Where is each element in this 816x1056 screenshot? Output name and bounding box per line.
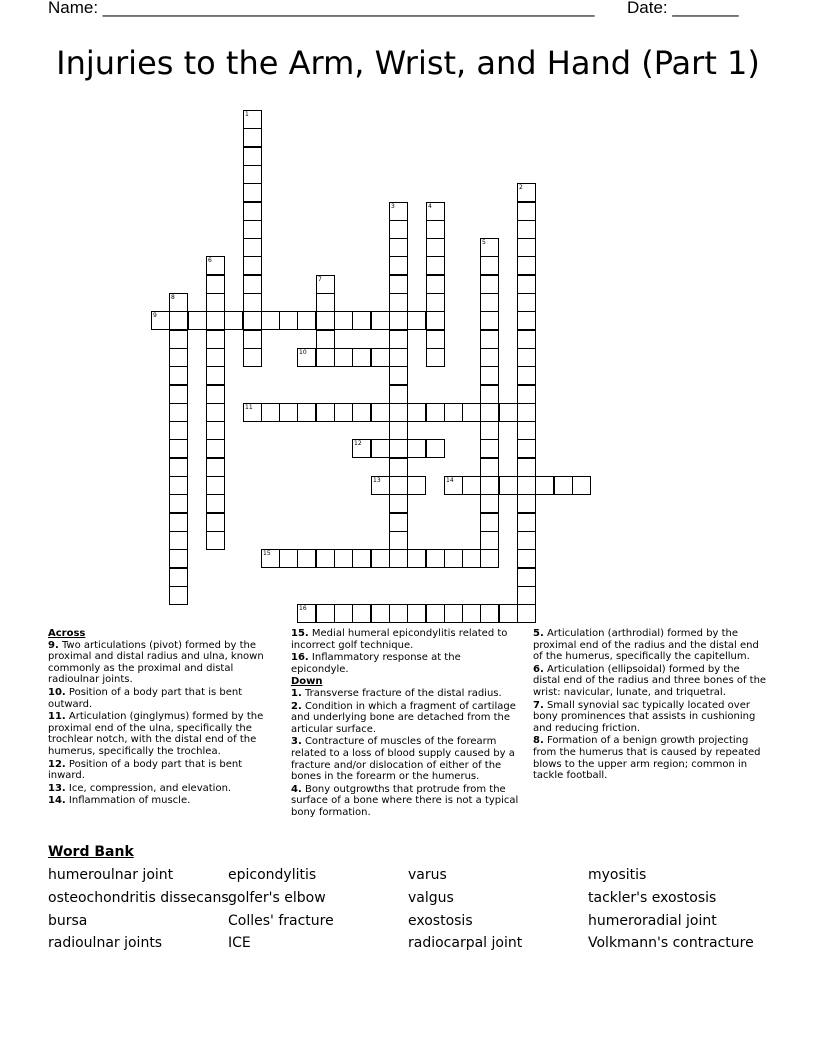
crossword-cell[interactable] <box>243 183 262 202</box>
crossword-cell[interactable] <box>224 311 243 330</box>
crossword-cell[interactable] <box>371 403 390 422</box>
word-bank-item: golfer's elbow <box>228 890 326 906</box>
crossword-cell[interactable] <box>334 604 353 623</box>
crossword-cell[interactable] <box>261 403 280 422</box>
crossword-cell[interactable] <box>334 549 353 568</box>
clue-number: 16 <box>299 605 307 612</box>
crossword-cell[interactable] <box>389 293 408 312</box>
word-bank-item: radiocarpal joint <box>408 935 523 951</box>
crossword-cell[interactable] <box>169 366 188 385</box>
date-field[interactable]: Date: _______ <box>627 0 739 17</box>
clue-number: 2 <box>519 184 523 191</box>
crossword-cell[interactable] <box>426 348 445 367</box>
clue-down-8: 8. Formation of a benign growth projecting from the humerus that is caused by repeated blows to the upper arm region; common in tackle football. <box>533 735 761 782</box>
crossword-cell[interactable] <box>480 366 499 385</box>
crossword-cell[interactable] <box>389 439 408 458</box>
clue-across-10: 10. Position of a body part that is bent outward. <box>48 686 243 710</box>
crossword-cell[interactable] <box>371 348 390 367</box>
crossword-cell[interactable] <box>389 366 408 385</box>
crossword-cell[interactable] <box>297 311 316 330</box>
name-field[interactable]: Name: ____________________________________________________ <box>48 0 595 17</box>
crossword-cell[interactable] <box>334 403 353 422</box>
crossword-cell[interactable] <box>517 330 536 349</box>
crossword-cell[interactable] <box>517 439 536 458</box>
crossword-cell[interactable] <box>243 128 262 147</box>
crossword-cell[interactable] <box>389 458 408 477</box>
crossword-cell[interactable] <box>517 238 536 257</box>
crossword-cell[interactable] <box>389 531 408 550</box>
crossword-cell[interactable] <box>206 439 225 458</box>
crossword-cell[interactable] <box>297 549 316 568</box>
crossword-cell[interactable] <box>462 476 481 495</box>
crossword-cell[interactable] <box>480 458 499 477</box>
clue-down-6: 6. Articulation (ellipsoidal) formed by the distal end of the radius and three bones of the wrist: navicular, lunate, and triquetral. <box>533 663 767 698</box>
crossword-cell[interactable] <box>389 385 408 404</box>
crossword-cell[interactable] <box>316 549 335 568</box>
clue-across-14: 14. Inflammation of muscle. <box>48 795 191 807</box>
crossword-cell[interactable] <box>517 385 536 404</box>
crossword-cell[interactable] <box>243 330 262 349</box>
crossword-cell[interactable] <box>389 476 408 495</box>
crossword-cell[interactable] <box>572 476 591 495</box>
crossword-cell[interactable] <box>206 293 225 312</box>
crossword-cell[interactable] <box>517 586 536 605</box>
crossword-cell[interactable] <box>389 421 408 440</box>
crossword-cell[interactable] <box>480 476 499 495</box>
crossword-cell[interactable] <box>480 311 499 330</box>
word-bank-item: exostosis <box>408 913 473 929</box>
crossword-cell[interactable] <box>169 348 188 367</box>
crossword-cell[interactable] <box>517 421 536 440</box>
crossword-cell[interactable] <box>389 330 408 349</box>
crossword-cell[interactable] <box>517 311 536 330</box>
crossword-cell[interactable] <box>389 275 408 294</box>
clue-across-13: 13. Ice, compression, and elevation. <box>48 782 232 794</box>
crossword-cell[interactable] <box>407 604 426 623</box>
crossword-cell[interactable] <box>206 330 225 349</box>
crossword-cell[interactable] <box>480 348 499 367</box>
crossword-cell[interactable] <box>480 531 499 550</box>
clue-number: 14 <box>446 477 454 484</box>
crossword-cell[interactable] <box>279 549 298 568</box>
crossword-cell[interactable] <box>334 311 353 330</box>
crossword-cell[interactable] <box>517 366 536 385</box>
crossword-cell[interactable] <box>389 549 408 568</box>
crossword-cell[interactable] <box>169 549 188 568</box>
clue-number: 5 <box>482 239 486 246</box>
crossword-cell[interactable] <box>352 311 371 330</box>
crossword-cell[interactable] <box>169 513 188 532</box>
crossword-cell[interactable] <box>169 403 188 422</box>
word-bank-item: tackler's exostosis <box>588 890 717 906</box>
crossword-cell[interactable] <box>389 238 408 257</box>
crossword-cell[interactable] <box>480 385 499 404</box>
word-bank-item: Volkmann's contracture <box>588 935 754 951</box>
crossword-cell[interactable] <box>243 348 262 367</box>
crossword-cell[interactable] <box>517 458 536 477</box>
clue-down-4: 4. Bony outgrowths that protrude from the surface of a bone where there is not a typical bony formation. <box>291 783 519 818</box>
across-heading: Across <box>48 628 86 639</box>
word-bank-item: myositis <box>588 867 647 883</box>
crossword-cell[interactable] <box>517 549 536 568</box>
crossword-cell[interactable] <box>480 494 499 513</box>
crossword-cell[interactable] <box>517 293 536 312</box>
crossword-cell[interactable] <box>243 293 262 312</box>
crossword-cell[interactable] <box>316 330 335 349</box>
crossword-cell[interactable] <box>206 476 225 495</box>
crossword-cell[interactable] <box>206 403 225 422</box>
clue-number: 13 <box>373 477 381 484</box>
crossword-cell[interactable] <box>426 238 445 257</box>
crossword-cell[interactable] <box>480 421 499 440</box>
crossword-cell[interactable] <box>243 220 262 239</box>
crossword-cell[interactable] <box>426 403 445 422</box>
crossword-cell[interactable] <box>169 531 188 550</box>
crossword-cell[interactable] <box>517 531 536 550</box>
clue-number: 15 <box>263 550 271 557</box>
crossword-cell[interactable] <box>407 549 426 568</box>
clue-down-1: 1. Transverse fracture of the distal radius. <box>291 687 502 699</box>
crossword-cell[interactable] <box>243 238 262 257</box>
crossword-cell[interactable] <box>169 439 188 458</box>
crossword-cell[interactable] <box>426 439 445 458</box>
word-bank-title: Word Bank <box>48 844 134 860</box>
crossword-cell[interactable] <box>480 293 499 312</box>
crossword-cell[interactable] <box>352 604 371 623</box>
clue-across-15: 15. Medial humeral epicondylitis related to incorrect golf technique. <box>291 628 508 651</box>
clue-number: 1 <box>245 111 249 118</box>
crossword-cell[interactable] <box>316 311 335 330</box>
crossword-cell[interactable] <box>371 604 390 623</box>
crossword-cell[interactable] <box>407 476 426 495</box>
clue-across-9: 9. Two articulations (pivot) formed by the proximal and distal radius and ulna, known commonly as the proximal and distal radioulnar joints. <box>48 639 264 686</box>
crossword-cell[interactable] <box>371 549 390 568</box>
crossword-cell[interactable] <box>517 604 536 623</box>
crossword-cell[interactable] <box>517 568 536 587</box>
page-title: Injuries to the Arm, Wrist, and Hand (Part 1) <box>56 44 760 82</box>
crossword-cell[interactable] <box>517 256 536 275</box>
crossword-cell[interactable] <box>389 220 408 239</box>
crossword-cell[interactable] <box>426 330 445 349</box>
crossword-cell[interactable] <box>316 348 335 367</box>
crossword-cell[interactable] <box>297 403 316 422</box>
crossword-cell[interactable] <box>480 439 499 458</box>
crossword-cell[interactable] <box>407 403 426 422</box>
crossword-cell[interactable] <box>206 348 225 367</box>
crossword-cell[interactable] <box>243 202 262 221</box>
crossword-cell[interactable] <box>206 513 225 532</box>
clue-down-7: 7. Small synovial sac typically located over bony prominences that assists in cushioning and reducing friction. <box>533 699 756 734</box>
crossword-cell[interactable] <box>316 604 335 623</box>
crossword-cell[interactable] <box>517 513 536 532</box>
crossword-cell[interactable] <box>426 549 445 568</box>
crossword-cell[interactable] <box>389 494 408 513</box>
crossword-cell[interactable] <box>517 403 536 422</box>
crossword-cell[interactable] <box>316 403 335 422</box>
crossword-cell[interactable] <box>243 147 262 166</box>
clue-down-2: 2. Condition in which a fragment of cartilage and underlying bone are detached from the articular surface. <box>291 700 516 735</box>
crossword-cell[interactable] <box>371 439 390 458</box>
crossword-cell[interactable] <box>517 476 536 495</box>
crossword-cell[interactable] <box>480 275 499 294</box>
word-bank-item: osteochondritis dissecans <box>48 890 229 906</box>
crossword-cell[interactable] <box>480 549 499 568</box>
word-bank-item: varus <box>408 867 447 883</box>
crossword-cell[interactable] <box>480 330 499 349</box>
crossword-cell[interactable] <box>371 311 390 330</box>
clue-number: 4 <box>428 203 432 210</box>
crossword-cell[interactable] <box>517 275 536 294</box>
crossword-cell[interactable] <box>279 403 298 422</box>
crossword-cell[interactable] <box>389 311 408 330</box>
crossword-cell[interactable] <box>499 403 518 422</box>
crossword-cell[interactable] <box>407 439 426 458</box>
crossword-cell[interactable] <box>352 549 371 568</box>
crossword-cell[interactable] <box>517 220 536 239</box>
crossword-cell[interactable] <box>462 549 481 568</box>
crossword-cell[interactable] <box>206 385 225 404</box>
crossword-cell[interactable] <box>243 311 262 330</box>
crossword-cell[interactable] <box>426 220 445 239</box>
crossword-cell[interactable] <box>169 494 188 513</box>
crossword-cell[interactable] <box>389 403 408 422</box>
clue-number: 10 <box>299 349 307 356</box>
crossword-cell[interactable] <box>169 330 188 349</box>
clue-number: 9 <box>153 312 157 319</box>
crossword-cell[interactable] <box>169 311 188 330</box>
word-bank-item: epicondylitis <box>228 867 317 883</box>
crossword-cell[interactable] <box>206 311 225 330</box>
crossword-cell[interactable] <box>407 311 426 330</box>
crossword-cell[interactable] <box>426 311 445 330</box>
crossword-cell[interactable] <box>206 458 225 477</box>
clue-number: 11 <box>245 404 253 411</box>
across-clues-col1 <box>48 628 274 808</box>
crossword-cell[interactable] <box>517 348 536 367</box>
crossword-cell[interactable] <box>426 275 445 294</box>
clue-across-16: 16. Inflammatory response at the epicondyle. <box>291 652 461 675</box>
crossword-cell[interactable] <box>169 421 188 440</box>
crossword-cell[interactable] <box>444 403 463 422</box>
word-bank-item: humeroradial joint <box>588 913 717 929</box>
word-bank-item: humeroulnar joint <box>48 867 174 883</box>
crossword-cell[interactable] <box>499 604 518 623</box>
crossword-cell[interactable] <box>517 494 536 513</box>
word-bank-item: bursa <box>48 913 88 929</box>
crossword-cell[interactable] <box>243 165 262 184</box>
crossword-cell[interactable] <box>444 604 463 623</box>
crossword-cell[interactable] <box>426 604 445 623</box>
clue-number: 6 <box>208 257 212 264</box>
crossword-cell[interactable] <box>206 531 225 550</box>
crossword-cell[interactable] <box>480 604 499 623</box>
crossword-cell[interactable] <box>243 275 262 294</box>
down-heading: Down <box>291 676 323 688</box>
crossword-cell[interactable] <box>444 549 463 568</box>
clue-down-5: 5. Articulation (arthrodial) formed by the proximal end of the radius and the distal end of the humerus, specifically the capitellum. <box>533 628 759 663</box>
crossword-cell[interactable] <box>480 256 499 275</box>
crossword-cell[interactable] <box>279 311 298 330</box>
crossword-cell[interactable] <box>389 256 408 275</box>
crossword-cell[interactable] <box>535 476 554 495</box>
crossword-cell[interactable] <box>206 494 225 513</box>
clue-across-11: 11. Articulation (ginglymus) formed by the proximal end of the ulna, specifically the trochlear notch, with the distal end of the humerus, specifically the trochlea. <box>48 711 264 757</box>
crossword-cell[interactable] <box>554 476 573 495</box>
crossword-cell[interactable] <box>169 568 188 587</box>
crossword-cell[interactable] <box>169 586 188 605</box>
crossword-cell[interactable] <box>352 403 371 422</box>
crossword-cell[interactable] <box>389 513 408 532</box>
crossword-cell[interactable] <box>169 385 188 404</box>
crossword-cell[interactable] <box>169 458 188 477</box>
word-bank-item: Colles' fracture <box>228 913 334 929</box>
word-bank-item: ICE <box>228 935 251 951</box>
crossword-cell[interactable] <box>517 202 536 221</box>
crossword-cell[interactable] <box>389 604 408 623</box>
crossword-cell[interactable] <box>334 348 353 367</box>
crossword-cell[interactable] <box>462 403 481 422</box>
clue-number: 8 <box>171 294 175 301</box>
clue-number: 7 <box>318 276 322 283</box>
crossword-cell[interactable] <box>480 403 499 422</box>
crossword-cell[interactable] <box>261 311 280 330</box>
clue-number: 12 <box>354 440 362 447</box>
word-bank-item: valgus <box>408 890 454 906</box>
crossword-cell[interactable] <box>426 256 445 275</box>
crossword-cell[interactable] <box>188 311 207 330</box>
crossword-cell[interactable] <box>426 293 445 312</box>
crossword-cell[interactable] <box>169 476 188 495</box>
clue-number: 3 <box>391 203 395 210</box>
crossword-cell[interactable] <box>316 293 335 312</box>
clue-across-12: 12. Position of a body part that is bent inward. <box>48 758 243 782</box>
clues-col2 <box>291 628 521 820</box>
crossword-cell[interactable] <box>206 421 225 440</box>
crossword-cell[interactable] <box>462 604 481 623</box>
word-bank-item: radioulnar joints <box>48 935 163 951</box>
down-clues-col3 <box>533 628 769 783</box>
crossword-cell[interactable] <box>206 275 225 294</box>
crossword-cell[interactable] <box>352 348 371 367</box>
crossword-cell[interactable] <box>499 476 518 495</box>
crossword-cell[interactable] <box>389 348 408 367</box>
crossword-cell[interactable] <box>243 256 262 275</box>
crossword-cell[interactable] <box>206 366 225 385</box>
clue-down-3: 3. Contracture of muscles of the forearm related to a loss of blood supply caused by a fracture and/or dislocation of either of the bones in the forearm or the humerus. <box>291 736 515 783</box>
crossword-cell[interactable] <box>480 513 499 532</box>
